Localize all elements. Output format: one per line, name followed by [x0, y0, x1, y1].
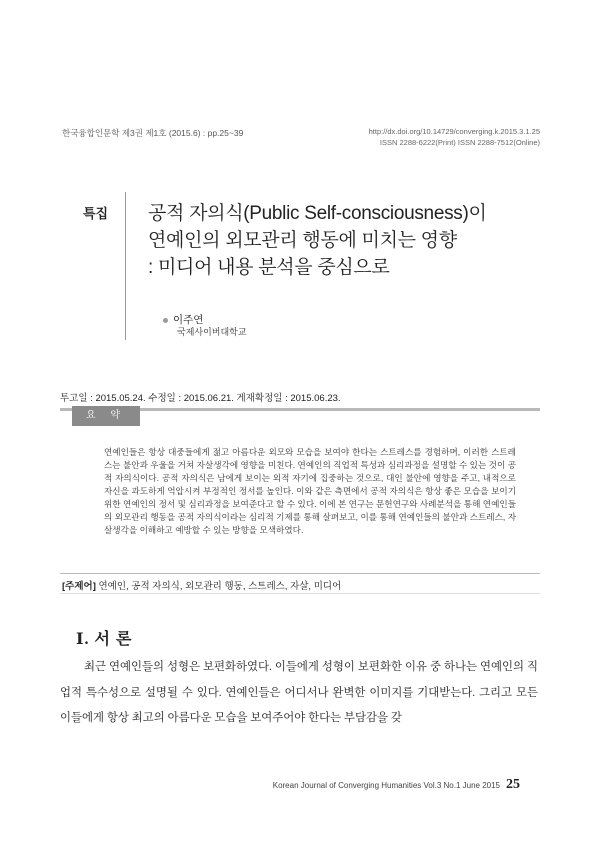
keywords-rule-bottom [60, 593, 540, 594]
article-title [148, 200, 487, 281]
keywords-label: [주제어] [62, 581, 96, 592]
submission-dates: 투고일 : 2015.05.24. 수정일 : 2015.06.21. 게재확정일 : 2015.06.23. [60, 393, 341, 404]
title-divider [125, 192, 126, 340]
author-name: 이주연 [173, 314, 204, 326]
title-line-1: 공적 자의식(Public Self-consciousness)이 [148, 203, 487, 224]
body-paragraph: 최근 연예인들의 성형은 보편화하였다. 이들에게 성형이 보편화한 이유 중 하나는 연예인의 직업적 특수성으로 설명될 수 있다. 연예인들은 어디서나 완벽한 이미지를 기대받는다. 그리고 모든 이들에게 항상 최고의 아름다운 모습을 보여주어야 한다는 부담감을 갖 [60, 661, 538, 724]
bullet-icon [163, 318, 168, 323]
section-tag: 특집 [83, 206, 109, 221]
abstract-label: 요 약 [72, 406, 140, 426]
keywords-rule [60, 573, 540, 574]
abstract-text: 연예인들은 항상 대중들에게 젊고 아름다운 외모와 모습을 보여야 한다는 스트레스를 경험하며, 이러한 스트레스는 불안과 우울을 거쳐 자살생각에 영향을 미친다. 연예인의 직업적 특성과 심리과정을 설명할 수 있는 것이 공적 자의식이다. 공적 자의식은 남에게 보이는 외적 자기에 집중하는 것으로, 대인 불안에 영향을 주고, 내적으로 자신을 과도하게 억압시켜 부정적인 정서를 높인다. 이와 같은 측면에서 공적 자의식은 항상 좋은 모습을 보이기 위한 연예인의 정서 및 심리과정을 보여준다고 할 수 있다. 이에 본 연구는 문헌연구와 사례분석을 통해 연예인들의 외모관리 행동을 공적 자의식이라는 심리적 기제를 통해 살펴보고, 이를 통해 연예인들의 불안과 스트레스, 자살생각을 이해하고 예방할 수 있는 방향을 모색하였다. [104, 447, 516, 535]
doi-link[interactable]: http://dx.doi.org/10.14729/converging.k.2015.3.1.25 [368, 127, 540, 136]
body-text [60, 655, 538, 732]
doi-issn-block [369, 126, 540, 148]
keywords [62, 578, 341, 592]
page-number: 25 [506, 777, 520, 792]
title-line-3: : 미디어 내용 분석을 중심으로 [148, 257, 390, 278]
author-affiliation: 국제사이버대학교 [177, 327, 247, 337]
keywords-text: 연예인, 공적 자의식, 외모관리 행동, 스트레스, 자살, 미디어 [98, 581, 342, 592]
section-heading: Ⅰ. 서 론 [76, 631, 133, 648]
title-line-2: 연예인의 외모관리 행동에 미치는 영향 [148, 230, 457, 251]
issn-info: ISSN 2288-6222(Print) ISSN 2288-7512(Online) [379, 138, 540, 147]
footer-journal: Korean Journal of Converging Humanities Vol.3 No.1 June 2015 [272, 781, 500, 790]
journal-info: 한국융합인문학 제3권 제1호 (2015.6) : pp.25~39 [62, 128, 244, 138]
